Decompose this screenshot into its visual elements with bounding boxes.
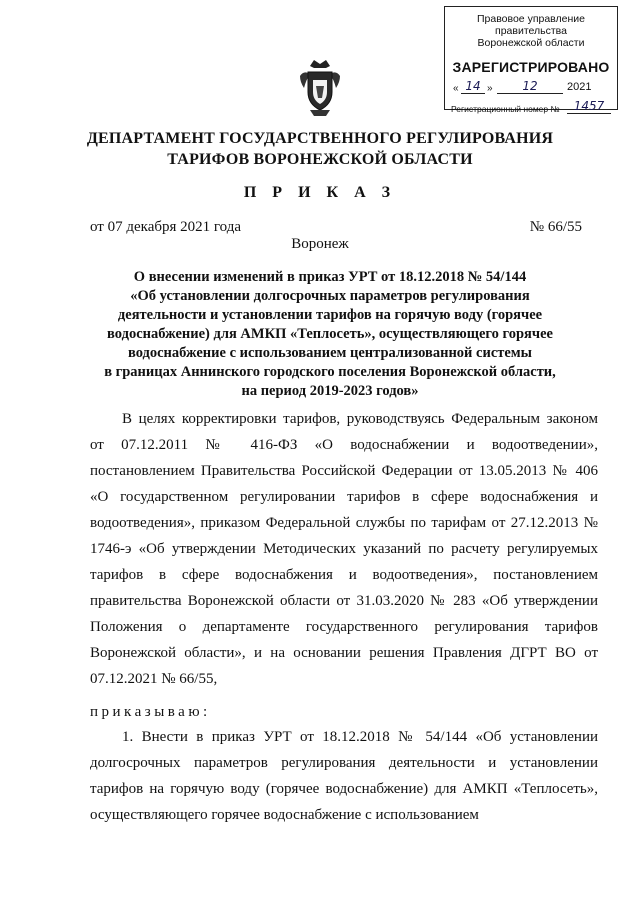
- department-line1: ДЕПАРТАМЕНТ ГОСУДАРСТВЕННОГО РЕГУЛИРОВАНИЯ: [86, 130, 554, 147]
- stamp-quote-close: »: [487, 83, 493, 94]
- subject-line: водоснабжение) для АМКП «Теплосеть», осуществляющего горячее: [107, 326, 553, 342]
- stamp-status: ЗАРЕГИСТРИРОВАНО: [452, 59, 610, 75]
- subject-line: на период 2019-2023 годов»: [241, 383, 419, 399]
- subject-line: О внесении изменений в приказ УРТ от 18.12.2018 № 54/144: [133, 269, 527, 285]
- stamp-quote-open: «: [453, 83, 459, 94]
- order-subject: [100, 268, 560, 401]
- subject-line: деятельности и установлении тарифов на горячую воду (горячее: [117, 307, 543, 323]
- stamp-reg-label: Регистрационный номер №: [451, 104, 560, 114]
- subject-line: водоснабжение с использованием централизованной системы: [127, 345, 533, 361]
- stamp-date: [445, 81, 617, 97]
- order-title: П Р И К А З: [243, 184, 397, 201]
- order-item-1: 1. Внести в приказ УРТ от 18.12.2018 № 54/144 «Об установлении долгосрочных параметров регулирования деятельности и установлении тарифов на горячую воду (горячее водоснабжение) для АМКП «Теплосеть», осуществляющего горячее водоснабжение с использованием: [90, 729, 598, 823]
- order-number: № 66/55: [529, 219, 582, 235]
- stamp-day: 14: [461, 79, 485, 94]
- department-line2: ТАРИФОВ ВОРОНЕЖСКОЙ ОБЛАСТИ: [167, 151, 473, 168]
- stamp-registration-row: [445, 101, 617, 115]
- orders-word: приказываю:: [90, 704, 211, 720]
- subject-line: в границах Аннинского городского поселения Воронежской области,: [104, 364, 556, 380]
- registration-stamp: [444, 6, 618, 114]
- stamp-month: 12: [497, 79, 563, 94]
- department-name: [40, 128, 600, 170]
- coat-of-arms-icon: [296, 58, 344, 118]
- stamp-year: 2021: [567, 81, 592, 93]
- stamp-org-line1: Правовое управление правительства: [476, 13, 585, 37]
- stamp-org-line2: Воронежской области: [477, 37, 585, 49]
- stamp-reg-number: 1457: [567, 99, 611, 114]
- preamble-paragraph: В целях корректировки тарифов, руководствуясь Федеральным законом от 07.12.2011 № 416-ФЗ «О водоснабжении и водоотведении», постановлением Правительства Российской Федерации от 13.05.2013 № 406 «О государственном регулировании тарифов в сфере водоснабжения и водоотведения», приказом Федеральной службы по тарифам от 27.12.2013 № 1746-э «Об утверждении Методических указаний по расчету регулируемых тарифов в сфере водоснабжения и водоотведения», постановлением правительства Воронежской области от 31.03.2020 № 283 «Об утверждении Положения о департаменте государственного регулирования тарифов Воронежской области», и на основании решения Правления ДГРТ ВО от 07.12.2021 № 66/55,: [90, 411, 598, 687]
- order-date: от 07 декабря 2021 года: [90, 219, 242, 235]
- subject-line: «Об установлении долгосрочных параметров регулирования: [130, 288, 530, 304]
- order-city: Воронеж: [291, 236, 349, 252]
- stamp-organization: [445, 13, 617, 49]
